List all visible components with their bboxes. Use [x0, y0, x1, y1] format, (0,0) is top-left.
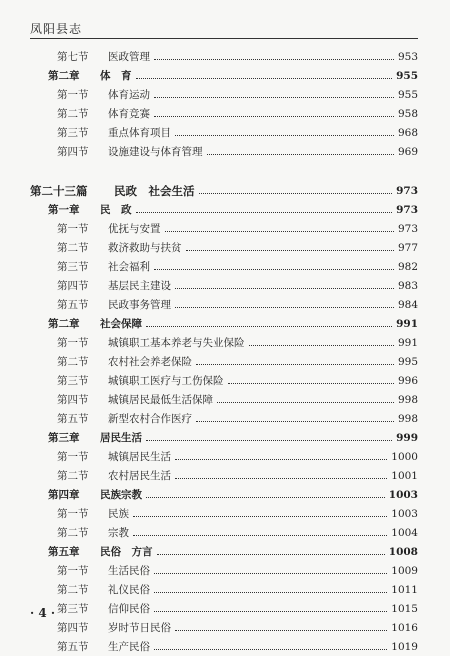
toc-entry-number: 第五章: [48, 546, 80, 558]
toc-entry-sec[interactable]: [30, 352, 418, 371]
toc-entry-number: 第一节: [57, 508, 89, 520]
toc-entry-page: 983: [397, 279, 418, 292]
toc-entry-label: [57, 392, 213, 407]
toc-entry-sec[interactable]: [30, 238, 418, 257]
toc-entry-title: 优抚与安置: [108, 223, 161, 235]
toc-entry-number: 第四章: [48, 489, 80, 501]
dot-leader: [196, 364, 394, 365]
toc-entry-page: 984: [397, 298, 418, 311]
dot-leader: [154, 97, 394, 98]
toc-entry-number: 第五节: [57, 299, 89, 311]
toc-entry-number: 第三节: [57, 603, 89, 615]
toc-entry-page: 996: [397, 374, 418, 387]
toc-entry-number: 第一节: [57, 337, 89, 349]
toc-entry-title: 体 育: [100, 70, 132, 82]
toc-entry-page: 973: [396, 184, 418, 197]
toc-entry-label: [57, 411, 192, 426]
toc-entry-number: 第三节: [57, 375, 89, 387]
dot-leader: [175, 288, 394, 289]
dot-leader: [154, 59, 394, 60]
toc-entry-number: 第一节: [57, 89, 89, 101]
toc-entry-ch[interactable]: [30, 200, 418, 219]
toc-entry-title: 救济救助与扶贫: [108, 242, 182, 254]
toc-entry-label: [57, 582, 150, 597]
dot-leader: [154, 611, 387, 612]
toc-entry-page: 1019: [391, 640, 418, 653]
toc-entry-label: [57, 125, 171, 140]
toc-entry-sec[interactable]: [30, 295, 418, 314]
toc-entry-sec[interactable]: [30, 523, 418, 542]
toc-entry-title: 宗教: [108, 527, 129, 539]
toc-entry-ch[interactable]: [30, 542, 418, 561]
toc-entry-number: 第五节: [57, 413, 89, 425]
toc-entry-page: 958: [397, 107, 418, 120]
toc-entry-label: [57, 87, 150, 102]
running-header: [30, 16, 418, 39]
toc-entry-title: 城镇居民最低生活保障: [108, 394, 213, 406]
toc-entry-title: 基层民主建设: [108, 280, 171, 292]
toc-entry-title: 居民生活: [100, 432, 142, 444]
toc-entry-sec[interactable]: [30, 599, 418, 618]
toc-entry-sec[interactable]: [30, 580, 418, 599]
toc-entry-title: 城镇职工医疗与工伤保险: [108, 375, 224, 387]
dot-leader: [146, 440, 392, 441]
toc-entry-label: [57, 221, 161, 236]
toc-entry-sec[interactable]: [30, 618, 418, 637]
toc-entry-title: 礼仪民俗: [108, 584, 150, 596]
toc-entry-label: [57, 563, 150, 578]
dot-leader: [175, 478, 387, 479]
toc-entry-number: 第一章: [48, 204, 80, 216]
toc-entry-label: [48, 316, 142, 331]
toc-entry-title: 社会福利: [108, 261, 150, 273]
toc-entry-page: 1001: [391, 469, 418, 482]
toc-entry-title: 设施建设与体育管理: [108, 146, 203, 158]
toc-entry-page: 973: [397, 222, 418, 235]
toc-entry-part[interactable]: [30, 181, 418, 200]
toc-entry-sec[interactable]: [30, 85, 418, 104]
toc-entry-label: [57, 506, 129, 521]
toc-entry-number: 第五节: [57, 641, 89, 653]
toc-entry-title: 体育竞赛: [108, 108, 150, 120]
toc-entry-page: 969: [397, 145, 418, 158]
toc-entry-number: 第二节: [57, 470, 89, 482]
dot-leader: [154, 116, 394, 117]
toc-entry-number: 第二十三篇: [30, 183, 88, 198]
toc-entry-label: [48, 202, 132, 217]
toc-entry-page: 968: [397, 126, 418, 139]
toc-entry-title: 农村社会养老保险: [108, 356, 192, 368]
toc-entry-page: 953: [397, 50, 418, 63]
toc-entry-number: 第二节: [57, 108, 89, 120]
toc-entry-label: [57, 354, 192, 369]
toc-entry-label: [57, 373, 224, 388]
toc-entry-sec[interactable]: [30, 504, 418, 523]
toc-entry-number: 第三节: [57, 261, 89, 273]
toc-entry-title: 体育运动: [108, 89, 150, 101]
toc-entry-sec[interactable]: [30, 637, 418, 656]
toc-entry-page: 973: [396, 203, 418, 216]
toc-entry-page: 998: [397, 412, 418, 425]
toc-entry-sec[interactable]: [30, 257, 418, 276]
dot-leader: [175, 135, 394, 136]
toc-entry-number: 第二节: [57, 584, 89, 596]
toc-entry-sec[interactable]: [30, 371, 418, 390]
toc-entry-label: [30, 183, 195, 199]
dot-leader: [165, 231, 394, 232]
toc-entry-page: 982: [397, 260, 418, 273]
toc-entry-number: 第四节: [57, 394, 89, 406]
toc-entry-title: 新型农村合作医疗: [108, 413, 192, 425]
toc-entry-page: 1003: [391, 507, 418, 520]
toc-entry-title: 生产民俗: [108, 641, 150, 653]
table-of-contents: [30, 47, 418, 656]
toc-entry-page: 1015: [391, 602, 418, 615]
toc-entry-label: [48, 487, 142, 502]
toc-entry-label: [57, 297, 171, 312]
toc-entry-sec[interactable]: [30, 219, 418, 238]
toc-entry-page: 1009: [391, 564, 418, 577]
toc-entry-label: [48, 544, 153, 559]
toc-entry-ch[interactable]: [30, 314, 418, 333]
toc-entry-number: 第三节: [57, 127, 89, 139]
toc-entry-ch[interactable]: [30, 428, 418, 447]
toc-entry-label: [57, 240, 182, 255]
toc-entry-page: 998: [397, 393, 418, 406]
toc-entry-sec[interactable]: [30, 123, 418, 142]
toc-entry-page: 1011: [391, 583, 418, 596]
toc-entry-number: 第二章: [48, 318, 80, 330]
dot-leader: [136, 212, 393, 213]
toc-entry-label: [57, 259, 150, 274]
toc-group-top: [30, 47, 418, 161]
dot-leader: [133, 535, 387, 536]
toc-entry-number: 第四节: [57, 622, 89, 634]
toc-entry-title: 民族: [108, 508, 129, 520]
toc-entry-title: 生活民俗: [108, 565, 150, 577]
toc-entry-number: 第二节: [57, 356, 89, 368]
page-number: · 4 ·: [30, 606, 56, 620]
toc-entry-number: 第二章: [48, 70, 80, 82]
toc-entry-page: 955: [397, 88, 418, 101]
toc-entry-label: [57, 335, 245, 350]
toc-entry-number: 第一节: [57, 223, 89, 235]
toc-entry-label: [57, 106, 150, 121]
dot-leader: [228, 383, 394, 384]
toc-entry-title: 信仰民俗: [108, 603, 150, 615]
toc-group-main: [30, 181, 418, 656]
toc-entry-number: 第三章: [48, 432, 80, 444]
dot-leader: [133, 516, 387, 517]
toc-entry-number: 第四节: [57, 280, 89, 292]
toc-entry-number: 第二节: [57, 527, 89, 539]
toc-entry-sec[interactable]: [30, 47, 418, 66]
toc-entry-sec[interactable]: [30, 466, 418, 485]
toc-entry-title: 社会保障: [100, 318, 142, 330]
toc-entry-title: 民俗 方言: [100, 546, 153, 558]
toc-entry-sec[interactable]: [30, 447, 418, 466]
toc-entry-page: 991: [397, 336, 418, 349]
toc-entry-page: 1000: [391, 450, 418, 463]
toc-entry-label: [57, 144, 203, 159]
toc-entry-title: 民政 社会生活: [114, 183, 195, 198]
toc-entry-sec[interactable]: [30, 104, 418, 123]
toc-entry-title: 城镇职工基本养老与失业保险: [108, 337, 245, 349]
toc-entry-label: [57, 601, 150, 616]
dot-leader: [175, 307, 394, 308]
toc-entry-number: 第一节: [57, 565, 89, 577]
dot-leader: [175, 459, 387, 460]
dot-leader: [154, 573, 387, 574]
toc-entry-title: 民政事务管理: [108, 299, 171, 311]
toc-entry-label: [57, 49, 150, 64]
toc-entry-label: [48, 68, 132, 83]
toc-entry-title: 农村居民生活: [108, 470, 171, 482]
toc-entry-title: 民族宗教: [100, 489, 142, 501]
dot-leader: [146, 326, 392, 327]
toc-entry-sec[interactable]: [30, 409, 418, 428]
toc-entry-ch[interactable]: [30, 485, 418, 504]
toc-entry-sec[interactable]: [30, 276, 418, 295]
toc-entry-page: 955: [396, 69, 418, 82]
dot-leader: [154, 649, 387, 650]
toc-entry-label: [57, 620, 171, 635]
toc-entry-page: 999: [396, 431, 418, 444]
toc-entry-ch[interactable]: [30, 66, 418, 85]
toc-entry-title: 重点体育项目: [108, 127, 171, 139]
toc-entry-label: [57, 468, 171, 483]
toc-entry-label: [57, 525, 129, 540]
dot-leader: [196, 421, 394, 422]
toc-entry-sec[interactable]: [30, 142, 418, 161]
toc-entry-label: [57, 639, 150, 654]
dot-leader: [154, 592, 387, 593]
toc-entry-title: 民 政: [100, 204, 132, 216]
dot-leader: [199, 193, 393, 194]
section-gap: [30, 161, 418, 181]
dot-leader: [154, 269, 394, 270]
book-title: 凤阳县志: [30, 22, 83, 36]
dot-leader: [207, 154, 394, 155]
toc-entry-page: 1016: [391, 621, 418, 634]
toc-entry-title: 岁时节日民俗: [108, 622, 171, 634]
toc-entry-page: 977: [397, 241, 418, 254]
toc-entry-label: [48, 430, 142, 445]
toc-entry-number: 第七节: [57, 51, 89, 63]
toc-entry-page: 1004: [391, 526, 418, 539]
toc-entry-number: 第四节: [57, 146, 89, 158]
dot-leader: [175, 630, 387, 631]
dot-leader: [146, 497, 385, 498]
toc-entry-number: 第一节: [57, 451, 89, 463]
toc-entry-label: [57, 278, 171, 293]
toc-entry-page: 995: [397, 355, 418, 368]
dot-leader: [186, 250, 394, 251]
toc-entry-sec[interactable]: [30, 333, 418, 352]
toc-entry-page: 1003: [388, 488, 418, 501]
toc-entry-label: [57, 449, 171, 464]
toc-entry-page: 991: [396, 317, 418, 330]
toc-entry-title: 城镇居民生活: [108, 451, 171, 463]
toc-entry-sec[interactable]: [30, 390, 418, 409]
toc-entry-sec[interactable]: [30, 561, 418, 580]
dot-leader: [136, 78, 393, 79]
dot-leader: [157, 554, 385, 555]
toc-entry-number: 第二节: [57, 242, 89, 254]
toc-entry-title: 医政管理: [108, 51, 150, 63]
dot-leader: [217, 402, 394, 403]
dot-leader: [249, 345, 394, 346]
toc-entry-page: 1008: [388, 545, 418, 558]
